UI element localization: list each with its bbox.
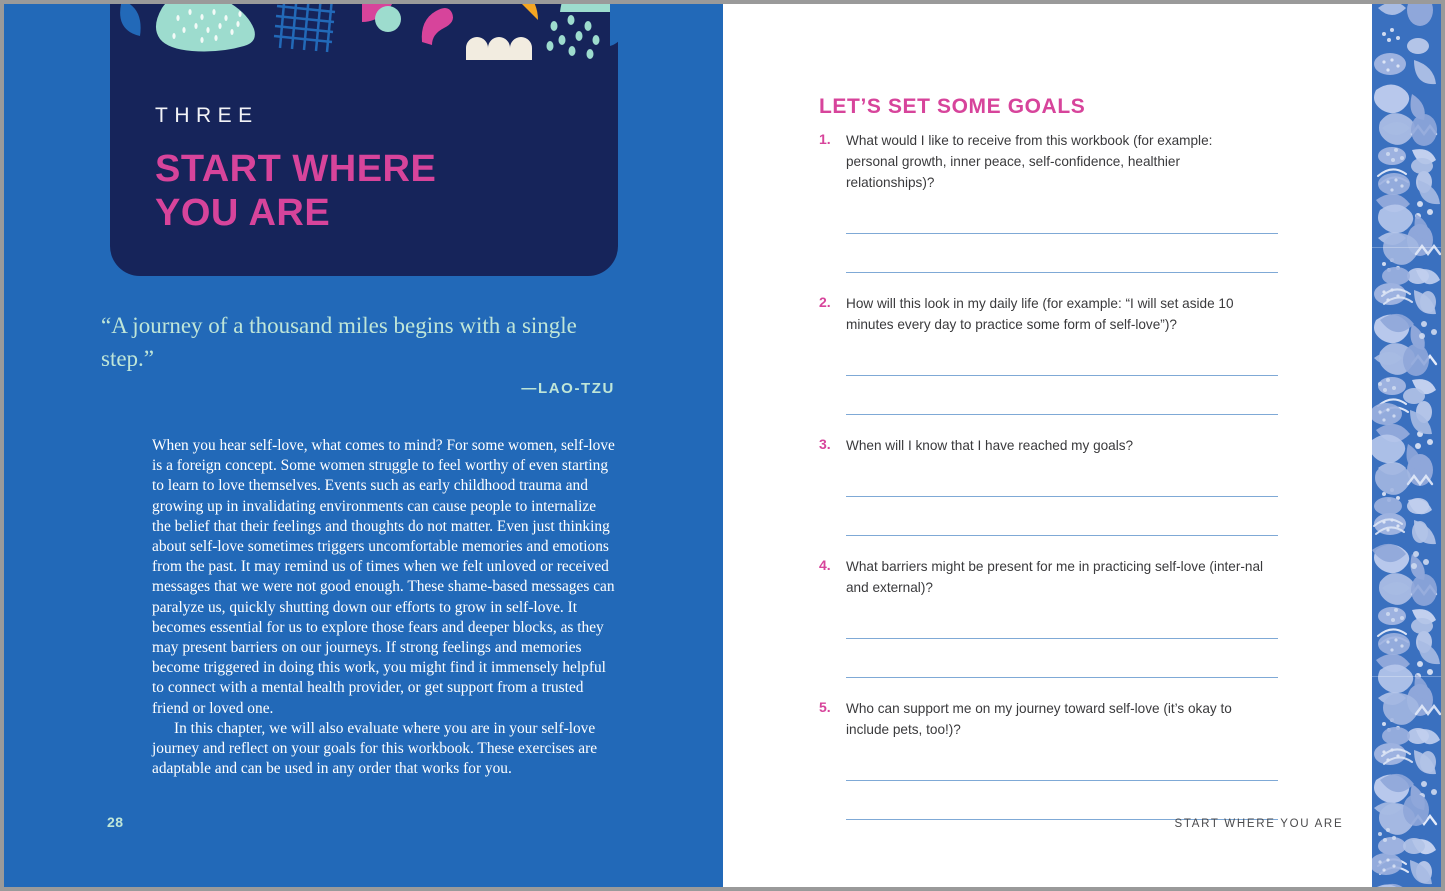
goal-question-row [819, 293, 1304, 335]
teal-circle-shape [375, 6, 401, 32]
chapter-title-line-1: START WHERE [155, 148, 437, 190]
answer-write-line[interactable] [846, 272, 1278, 273]
goal-question-item [819, 556, 1304, 678]
chapter-number: THREE [155, 104, 259, 127]
right-page [723, 4, 1441, 887]
left-page [4, 4, 723, 887]
answer-write-line[interactable] [846, 414, 1278, 415]
decorative-header-shapes [110, 4, 618, 60]
body-paragraph: When you hear self-love, what comes to mind? For some women, self-love is a foreign concept. Some women struggle to feel worthy of even starting to learn to love themselves. Events such as early childhood trauma and growing up in invalidating environments can cause people to internalize the belief that their feelings and thoughts do not matter. Even just thinking about self-love sometimes triggers uncomfortable memories and emotions from the past. It may remind us of times when we felt unloved or received messages that we were not good enough. These shame-based messages can paralyze us, quickly shutting down our efforts to grow in self-love. It becomes essential for us to explore those fears and deeper blocks, as they may present barriers on our journeys. If strong feelings and memories become triggered in doing this work, you might find it immensely helpful to connect with a mental health provider, or get support from a trusted friend or loved one. [152, 437, 615, 717]
teal-mound-shape [560, 4, 618, 12]
running-head-label: START WHERE YOU ARE [1174, 818, 1344, 830]
answer-write-line[interactable] [846, 677, 1278, 678]
goal-question-row [819, 698, 1304, 740]
goal-question-text: Who can support me on my journey toward self-love (it’s okay to include pets, too!)? [846, 701, 1232, 737]
edge-seam-line [1372, 247, 1441, 248]
chapter-title-line-2: YOU ARE [155, 192, 331, 234]
goal-question-item [819, 293, 1304, 415]
cream-bumps-shape [466, 37, 532, 60]
answer-write-line[interactable] [846, 233, 1278, 234]
goal-question-number: 5. [819, 699, 831, 715]
chapter-body-text [152, 436, 615, 779]
page-number-left: 28 [107, 814, 124, 830]
goal-question-row [819, 130, 1304, 193]
yellow-half-circle-shape [496, 4, 538, 20]
goal-question-item [819, 130, 1304, 273]
epigraph-attribution: —LAO-TZU [521, 380, 615, 397]
goal-question-number: 4. [819, 557, 831, 573]
page-footer-right [1174, 814, 1393, 831]
goal-question-row [819, 556, 1304, 598]
goal-question-item [819, 698, 1304, 820]
goal-question-text: What barriers might be present for me in practicing self-love (inter-nal and external)? [846, 559, 1264, 595]
goal-question-number: 2. [819, 294, 831, 310]
goals-question-list [819, 130, 1304, 820]
goal-question-text: How will this look in my daily life (for example: “I will set aside 10 minutes every day to practice some form of self-love”)? [846, 296, 1234, 332]
answer-write-line[interactable] [846, 780, 1278, 781]
pink-comma-shape [422, 8, 453, 45]
chapter-title [155, 147, 436, 235]
answer-write-line[interactable] [846, 375, 1278, 376]
goal-question-item [819, 435, 1304, 536]
epigraph-quote: “A journey of a thousand miles begins with a single step.” [101, 313, 577, 371]
goal-question-text: What would I like to receive from this workbook (for example: personal growth, inner peace, self-confidence, healthier relationships)? [846, 133, 1213, 190]
answer-write-line[interactable] [846, 535, 1278, 536]
edge-seam-line [1372, 676, 1441, 677]
goal-question-row [819, 435, 1304, 456]
blue-crescent-shape [120, 4, 140, 36]
edge-pattern-artwork [1372, 4, 1441, 887]
page-title: LET’S SET SOME GOALS [819, 95, 1086, 118]
blue-grid-shape [274, 4, 336, 52]
answer-write-line[interactable] [846, 496, 1278, 497]
goal-question-text: When will I know that I have reached my goals? [846, 438, 1134, 453]
goal-question-number: 1. [819, 131, 831, 147]
decorative-edge-strip [1372, 4, 1441, 887]
goal-question-number: 3. [819, 436, 831, 452]
body-paragraph: In this chapter, we will also evaluate where you are in your self-love journey and reflect on your goals for this workbook. These exercises are adaptable and can be used in any order that works for you. [152, 719, 598, 778]
answer-write-line[interactable] [846, 638, 1278, 639]
chapter-opener-card [110, 4, 618, 276]
teal-dot-cluster-shape [547, 15, 600, 59]
chapter-heading-block [155, 105, 436, 235]
